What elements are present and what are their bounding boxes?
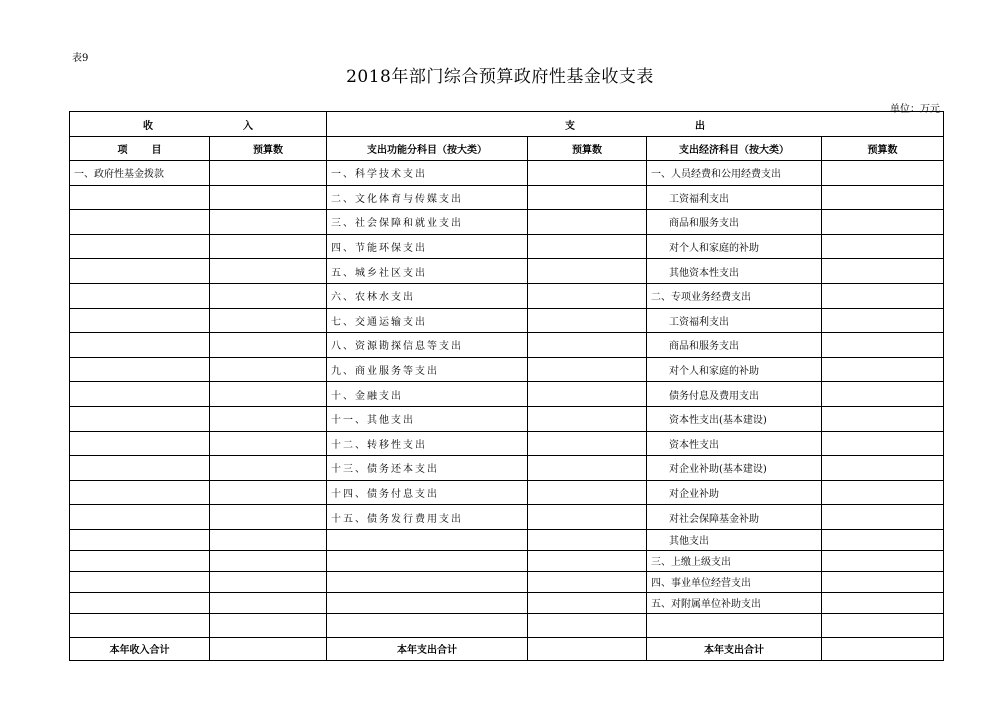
func-item-cell xyxy=(327,550,528,571)
income-budget-cell xyxy=(210,161,327,186)
econ-budget-cell xyxy=(822,406,944,431)
econ-item-cell: 对社会保障基金补助 xyxy=(647,505,822,530)
func-budget-cell xyxy=(528,550,647,571)
func-item-cell: 八、资源勘探信息等支出 xyxy=(327,333,528,358)
econ-budget-cell xyxy=(822,505,944,530)
func-budget-cell xyxy=(528,505,647,530)
income-header-right: 入 xyxy=(243,120,253,132)
econ-item-cell: 工资福利支出 xyxy=(647,185,822,210)
func-item-cell: 十四、债务付息支出 xyxy=(327,480,528,505)
func-budget-cell xyxy=(528,357,647,382)
table-row xyxy=(70,308,944,333)
table-row xyxy=(70,431,944,456)
econ-budget-cell xyxy=(822,185,944,210)
table-row xyxy=(70,550,944,571)
income-item-cell xyxy=(70,529,210,550)
func-item-cell: 十五、债务发行费用支出 xyxy=(327,505,528,530)
econ-budget-cell xyxy=(822,382,944,407)
empty-cell xyxy=(70,613,210,637)
budget-table xyxy=(69,111,944,661)
table-row xyxy=(70,480,944,505)
econ-budget-cell xyxy=(822,550,944,571)
empty-cell xyxy=(528,613,647,637)
income-budget-cell xyxy=(210,382,327,407)
income-item-cell xyxy=(70,308,210,333)
col-header-budget-1: 预算数 xyxy=(210,137,327,161)
income-item-cell xyxy=(70,259,210,284)
func-item-cell: 一、科学技术支出 xyxy=(327,161,528,186)
income-budget-cell xyxy=(210,283,327,308)
total-row xyxy=(70,637,944,660)
col-header-func: 支出功能分科目（按大类） xyxy=(327,137,528,161)
income-item-cell xyxy=(70,480,210,505)
income-budget-cell xyxy=(210,234,327,259)
income-budget-cell xyxy=(210,550,327,571)
income-item-cell xyxy=(70,431,210,456)
table-row xyxy=(70,185,944,210)
econ-item-cell: 商品和服务支出 xyxy=(647,333,822,358)
func-item-cell: 十一、其他支出 xyxy=(327,406,528,431)
econ-item-cell: 商品和服务支出 xyxy=(647,210,822,235)
econ-budget-cell xyxy=(822,357,944,382)
econ-budget-cell xyxy=(822,308,944,333)
income-total-label: 本年收入合计 xyxy=(70,637,210,660)
income-header-left: 收 xyxy=(143,120,153,132)
header-row-columns xyxy=(70,137,944,161)
header-row-sections xyxy=(70,112,944,137)
func-budget-cell xyxy=(528,480,647,505)
col-header-item-left: 项 xyxy=(117,145,128,156)
func-item-cell: 七、交通运输支出 xyxy=(327,308,528,333)
func-budget-cell xyxy=(528,185,647,210)
econ-item-cell: 对个人和家庭的补助 xyxy=(647,357,822,382)
income-item-cell xyxy=(70,571,210,592)
empty-cell xyxy=(327,613,528,637)
econ-total-value xyxy=(822,637,944,660)
func-total-value xyxy=(528,637,647,660)
func-budget-cell xyxy=(528,382,647,407)
col-header-budget-2: 预算数 xyxy=(528,137,647,161)
income-budget-cell xyxy=(210,185,327,210)
table-row xyxy=(70,382,944,407)
income-item-cell xyxy=(70,234,210,259)
table-row xyxy=(70,333,944,358)
col-header-econ: 支出经济科目（按大类） xyxy=(647,137,822,161)
income-budget-cell xyxy=(210,406,327,431)
func-item-cell xyxy=(327,592,528,613)
func-item-cell: 三、社会保障和就业支出 xyxy=(327,210,528,235)
income-item-cell xyxy=(70,210,210,235)
econ-budget-cell xyxy=(822,259,944,284)
econ-item-cell: 二、专项业务经费支出 xyxy=(647,283,822,308)
func-budget-cell xyxy=(528,161,647,186)
income-budget-cell xyxy=(210,333,327,358)
income-budget-cell xyxy=(210,210,327,235)
income-item-cell xyxy=(70,333,210,358)
col-header-item-right: 目 xyxy=(151,145,162,156)
func-item-cell: 五、城乡社区支出 xyxy=(327,259,528,284)
unit-label: 单位：万元 xyxy=(890,104,940,115)
func-total-label: 本年支出合计 xyxy=(327,637,528,660)
func-item-cell: 十三、债务还本支出 xyxy=(327,456,528,481)
table-row xyxy=(70,357,944,382)
income-budget-cell xyxy=(210,259,327,284)
econ-item-cell: 对企业补助 xyxy=(647,480,822,505)
table-row xyxy=(70,529,944,550)
econ-budget-cell xyxy=(822,529,944,550)
income-item-cell xyxy=(70,406,210,431)
page-title: 2018年部门综合预算政府性基金收支表 xyxy=(346,67,654,87)
table-row xyxy=(70,406,944,431)
func-budget-cell xyxy=(528,234,647,259)
income-budget-cell xyxy=(210,357,327,382)
econ-item-cell: 其他支出 xyxy=(647,529,822,550)
income-budget-cell xyxy=(210,529,327,550)
income-item-cell xyxy=(70,185,210,210)
econ-budget-cell xyxy=(822,333,944,358)
expense-header-right: 出 xyxy=(695,120,705,132)
income-budget-cell xyxy=(210,571,327,592)
econ-item-cell: 资本性支出 xyxy=(647,431,822,456)
income-budget-cell xyxy=(210,592,327,613)
table-row xyxy=(70,210,944,235)
func-item-cell: 六、农林水支出 xyxy=(327,283,528,308)
table-row xyxy=(70,456,944,481)
func-budget-cell xyxy=(528,571,647,592)
table-row xyxy=(70,592,944,613)
income-item-cell xyxy=(70,357,210,382)
table-row xyxy=(70,161,944,186)
func-item-cell: 九、商业服务等支出 xyxy=(327,357,528,382)
econ-budget-cell xyxy=(822,431,944,456)
income-budget-cell xyxy=(210,505,327,530)
income-budget-cell xyxy=(210,308,327,333)
econ-item-cell: 一、人员经费和公用经费支出 xyxy=(647,161,822,186)
func-budget-cell xyxy=(528,333,647,358)
func-item-cell: 二、文化体育与传媒支出 xyxy=(327,185,528,210)
expense-section-header xyxy=(327,112,944,137)
income-item-cell xyxy=(70,382,210,407)
func-budget-cell xyxy=(528,308,647,333)
func-budget-cell xyxy=(528,431,647,456)
table-row xyxy=(70,283,944,308)
expense-header-left: 支 xyxy=(565,120,575,132)
econ-item-cell: 四、事业单位经营支出 xyxy=(647,571,822,592)
func-item-cell xyxy=(327,571,528,592)
econ-item-cell: 其他资本性支出 xyxy=(647,259,822,284)
income-item-cell xyxy=(70,505,210,530)
econ-budget-cell xyxy=(822,283,944,308)
econ-budget-cell xyxy=(822,161,944,186)
func-budget-cell xyxy=(528,259,647,284)
econ-item-cell: 五、对附属单位补助支出 xyxy=(647,592,822,613)
econ-budget-cell xyxy=(822,456,944,481)
income-item-cell xyxy=(70,456,210,481)
econ-budget-cell xyxy=(822,592,944,613)
func-budget-cell xyxy=(528,406,647,431)
func-item-cell xyxy=(327,529,528,550)
func-budget-cell xyxy=(528,592,647,613)
econ-budget-cell xyxy=(822,480,944,505)
income-budget-cell xyxy=(210,480,327,505)
income-item-cell xyxy=(70,592,210,613)
empty-cell xyxy=(210,613,327,637)
table-row xyxy=(70,505,944,530)
econ-item-cell: 三、上缴上级支出 xyxy=(647,550,822,571)
func-budget-cell xyxy=(528,529,647,550)
empty-cell xyxy=(822,613,944,637)
econ-item-cell: 资本性支出(基本建设) xyxy=(647,406,822,431)
econ-item-cell: 对企业补助(基本建设) xyxy=(647,456,822,481)
income-budget-cell xyxy=(210,431,327,456)
econ-budget-cell xyxy=(822,571,944,592)
func-item-cell: 十二、转移性支出 xyxy=(327,431,528,456)
func-budget-cell xyxy=(528,456,647,481)
func-budget-cell xyxy=(528,283,647,308)
income-total-value xyxy=(210,637,327,660)
income-item-cell: 一、政府性基金拨款 xyxy=(70,161,210,186)
func-item-cell: 四、节能环保支出 xyxy=(327,234,528,259)
econ-total-label: 本年支出合计 xyxy=(647,637,822,660)
col-header-item xyxy=(70,137,210,161)
table-row xyxy=(70,571,944,592)
empty-cell xyxy=(647,613,822,637)
income-item-cell xyxy=(70,550,210,571)
func-budget-cell xyxy=(528,210,647,235)
income-section-header xyxy=(70,112,327,137)
econ-budget-cell xyxy=(822,234,944,259)
econ-item-cell: 对个人和家庭的补助 xyxy=(647,234,822,259)
table-number: 表9 xyxy=(72,53,89,64)
econ-item-cell: 债务付息及费用支出 xyxy=(647,382,822,407)
table-row xyxy=(70,234,944,259)
income-budget-cell xyxy=(210,456,327,481)
func-item-cell: 十、金融支出 xyxy=(327,382,528,407)
income-item-cell xyxy=(70,283,210,308)
col-header-budget-3: 预算数 xyxy=(822,137,944,161)
table-row xyxy=(70,613,944,637)
econ-budget-cell xyxy=(822,210,944,235)
table-row xyxy=(70,259,944,284)
econ-item-cell: 工资福利支出 xyxy=(647,308,822,333)
